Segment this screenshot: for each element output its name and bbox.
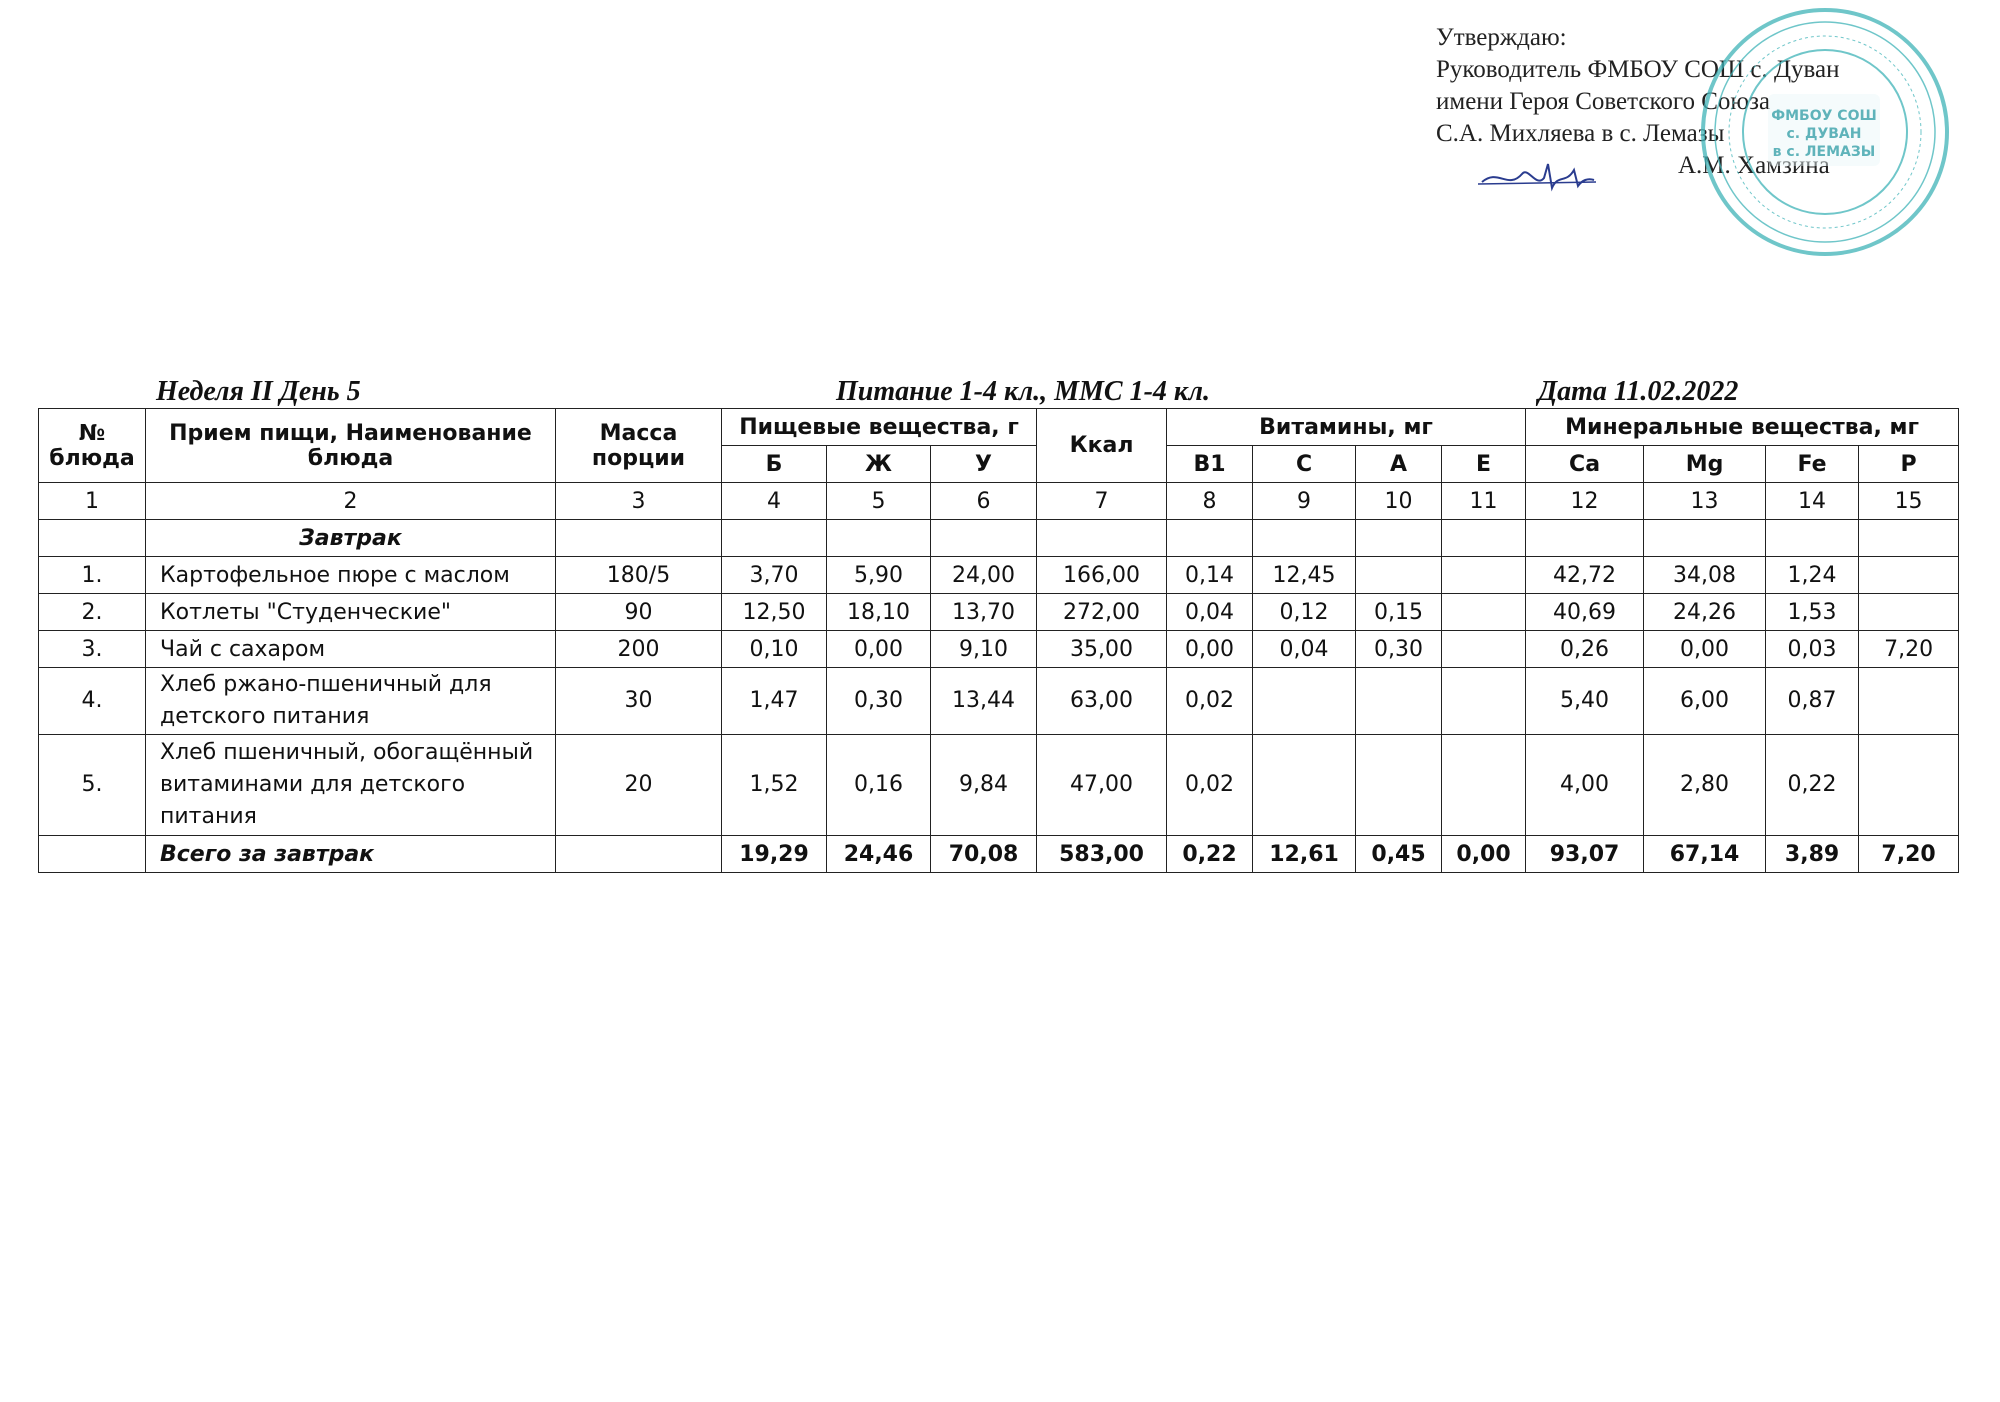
table-row bbox=[39, 594, 1959, 631]
vitamin-e bbox=[1442, 735, 1526, 836]
total-vitamin-c: 12,61 bbox=[1253, 836, 1356, 873]
total-row bbox=[39, 836, 1959, 873]
vitamin-c bbox=[1253, 668, 1356, 735]
phosphorus bbox=[1859, 557, 1959, 594]
document-header bbox=[0, 376, 2000, 410]
dish-name: Чай с сахаром bbox=[146, 631, 556, 668]
column-number: 5 bbox=[827, 483, 931, 520]
table-header-row bbox=[39, 409, 1959, 446]
column-number: 1 bbox=[39, 483, 146, 520]
col-header-zh: Ж bbox=[827, 446, 931, 483]
dish-name: Хлеб ржано-пшеничный для детского питания bbox=[146, 668, 556, 735]
table-row bbox=[39, 668, 1959, 735]
vitamin-e bbox=[1442, 631, 1526, 668]
menu-date: Дата 11.02.2022 bbox=[1538, 376, 1739, 407]
protein: 0,10 bbox=[722, 631, 827, 668]
calcium: 40,69 bbox=[1526, 594, 1644, 631]
phosphorus: 7,20 bbox=[1859, 631, 1959, 668]
column-numbers-row bbox=[39, 483, 1959, 520]
total-protein: 19,29 bbox=[722, 836, 827, 873]
fat: 0,16 bbox=[827, 735, 931, 836]
fat: 18,10 bbox=[827, 594, 931, 631]
col-header-ca: Ca bbox=[1526, 446, 1644, 483]
portion-mass: 90 bbox=[556, 594, 722, 631]
table-row bbox=[39, 631, 1959, 668]
vitamin-b1: 0,02 bbox=[1167, 668, 1253, 735]
carbs: 13,44 bbox=[931, 668, 1037, 735]
col-header-c: C bbox=[1253, 446, 1356, 483]
approval-title: Утверждаю: bbox=[1436, 24, 1567, 51]
col-header-a: A bbox=[1356, 446, 1442, 483]
portion-mass: 20 bbox=[556, 735, 722, 836]
fat: 0,30 bbox=[827, 668, 931, 735]
row-number: 5. bbox=[39, 735, 146, 836]
vitamin-a bbox=[1356, 735, 1442, 836]
menu-table bbox=[38, 408, 1959, 873]
protein: 1,47 bbox=[722, 668, 827, 735]
iron: 0,87 bbox=[1766, 668, 1859, 735]
magnesium: 6,00 bbox=[1644, 668, 1766, 735]
total-portion-mass bbox=[556, 836, 722, 873]
total-vitamin-a: 0,45 bbox=[1356, 836, 1442, 873]
carbs: 9,84 bbox=[931, 735, 1037, 836]
vitamin-b1: 0,00 bbox=[1167, 631, 1253, 668]
kcal: 272,00 bbox=[1037, 594, 1167, 631]
calcium: 42,72 bbox=[1526, 557, 1644, 594]
col-header-b: Б bbox=[722, 446, 827, 483]
vitamin-a bbox=[1356, 668, 1442, 735]
column-number: 14 bbox=[1766, 483, 1859, 520]
vitamin-c: 0,04 bbox=[1253, 631, 1356, 668]
vitamin-c bbox=[1253, 735, 1356, 836]
phosphorus bbox=[1859, 668, 1959, 735]
iron: 0,03 bbox=[1766, 631, 1859, 668]
dish-name: Картофельное пюре с маслом bbox=[146, 557, 556, 594]
total-vitamin-b1: 0,22 bbox=[1167, 836, 1253, 873]
magnesium: 0,00 bbox=[1644, 631, 1766, 668]
fat: 0,00 bbox=[827, 631, 931, 668]
calcium: 4,00 bbox=[1526, 735, 1644, 836]
approval-location: С.А. Михляева в с. Лемазы bbox=[1436, 120, 1725, 147]
phosphorus bbox=[1859, 735, 1959, 836]
iron: 0,22 bbox=[1766, 735, 1859, 836]
col-header-kcal: Ккал bbox=[1037, 409, 1167, 483]
total-phosphorus: 7,20 bbox=[1859, 836, 1959, 873]
total-carbs: 70,08 bbox=[931, 836, 1037, 873]
table-row bbox=[39, 557, 1959, 594]
col-header-b1: B1 bbox=[1167, 446, 1253, 483]
fat: 5,90 bbox=[827, 557, 931, 594]
carbs: 9,10 bbox=[931, 631, 1037, 668]
column-number: 11 bbox=[1442, 483, 1526, 520]
protein: 1,52 bbox=[722, 735, 827, 836]
calcium: 0,26 bbox=[1526, 631, 1644, 668]
approval-position: Руководитель ФМБОУ СОШ с. Дуван bbox=[1436, 56, 1840, 83]
week-day: Неделя II День 5 bbox=[156, 376, 361, 407]
column-number: 13 bbox=[1644, 483, 1766, 520]
vitamin-b1: 0,04 bbox=[1167, 594, 1253, 631]
approval-honor: имени Героя Советского Союза bbox=[1436, 88, 1771, 115]
magnesium: 24,26 bbox=[1644, 594, 1766, 631]
signature-icon bbox=[1478, 158, 1598, 198]
calcium: 5,40 bbox=[1526, 668, 1644, 735]
col-group-nutrients: Пищевые вещества, г bbox=[722, 409, 1037, 446]
vitamin-e bbox=[1442, 668, 1526, 735]
row-number: 1. bbox=[39, 557, 146, 594]
col-header-no: № блюда bbox=[39, 409, 146, 483]
column-number: 10 bbox=[1356, 483, 1442, 520]
protein: 3,70 bbox=[722, 557, 827, 594]
svg-text:в с. ЛЕМАЗЫ: в с. ЛЕМАЗЫ bbox=[1772, 144, 1876, 160]
vitamin-c: 0,12 bbox=[1253, 594, 1356, 631]
row-number: 4. bbox=[39, 668, 146, 735]
total-row-number bbox=[39, 836, 146, 873]
carbs: 13,70 bbox=[931, 594, 1037, 631]
magnesium: 2,80 bbox=[1644, 735, 1766, 836]
total-iron: 3,89 bbox=[1766, 836, 1859, 873]
approval-signer: А.М. Хамзина bbox=[1678, 152, 1830, 179]
kcal: 35,00 bbox=[1037, 631, 1167, 668]
col-header-fe: Fe bbox=[1766, 446, 1859, 483]
column-number: 8 bbox=[1167, 483, 1253, 520]
column-number: 2 bbox=[146, 483, 556, 520]
vitamin-b1: 0,02 bbox=[1167, 735, 1253, 836]
section-label: Завтрак bbox=[146, 520, 556, 557]
column-number: 4 bbox=[722, 483, 827, 520]
col-group-vitamins: Витамины, мг bbox=[1167, 409, 1526, 446]
nutrition-group: Питание 1-4 кл., ММС 1-4 кл. bbox=[836, 376, 1211, 407]
vitamin-a: 0,30 bbox=[1356, 631, 1442, 668]
col-header-mg: Mg bbox=[1644, 446, 1766, 483]
svg-text:ФМБОУ СОШ: ФМБОУ СОШ bbox=[1771, 108, 1877, 124]
vitamin-e bbox=[1442, 557, 1526, 594]
column-number: 7 bbox=[1037, 483, 1167, 520]
carbs: 24,00 bbox=[931, 557, 1037, 594]
vitamin-a: 0,15 bbox=[1356, 594, 1442, 631]
section-row bbox=[39, 520, 1959, 557]
table-row bbox=[39, 735, 1959, 836]
portion-mass: 200 bbox=[556, 631, 722, 668]
col-header-mass: Масса порции bbox=[556, 409, 722, 483]
protein: 12,50 bbox=[722, 594, 827, 631]
vitamin-a bbox=[1356, 557, 1442, 594]
col-header-u: У bbox=[931, 446, 1037, 483]
iron: 1,53 bbox=[1766, 594, 1859, 631]
row-number: 3. bbox=[39, 631, 146, 668]
svg-text:с. ДУВАН: с. ДУВАН bbox=[1786, 126, 1862, 142]
portion-mass: 180/5 bbox=[556, 557, 722, 594]
portion-mass: 30 bbox=[556, 668, 722, 735]
col-group-minerals: Минеральные вещества, мг bbox=[1526, 409, 1959, 446]
phosphorus bbox=[1859, 594, 1959, 631]
total-kcal: 583,00 bbox=[1037, 836, 1167, 873]
column-number: 6 bbox=[931, 483, 1037, 520]
column-number: 15 bbox=[1859, 483, 1959, 520]
kcal: 63,00 bbox=[1037, 668, 1167, 735]
total-calcium: 93,07 bbox=[1526, 836, 1644, 873]
vitamin-b1: 0,14 bbox=[1167, 557, 1253, 594]
stamp-icon bbox=[1690, 2, 1960, 272]
kcal: 47,00 bbox=[1037, 735, 1167, 836]
dish-name: Котлеты "Студенческие" bbox=[146, 594, 556, 631]
iron: 1,24 bbox=[1766, 557, 1859, 594]
col-header-name: Прием пищи, Наименование блюда bbox=[146, 409, 556, 483]
vitamin-e bbox=[1442, 594, 1526, 631]
total-fat: 24,46 bbox=[827, 836, 931, 873]
col-header-p: P bbox=[1859, 446, 1959, 483]
col-header-e: E bbox=[1442, 446, 1526, 483]
column-number: 9 bbox=[1253, 483, 1356, 520]
row-number: 2. bbox=[39, 594, 146, 631]
column-number: 3 bbox=[556, 483, 722, 520]
vitamin-c: 12,45 bbox=[1253, 557, 1356, 594]
kcal: 166,00 bbox=[1037, 557, 1167, 594]
dish-name: Хлеб пшеничный, обогащённый витаминами для детского питания bbox=[146, 735, 556, 836]
magnesium: 34,08 bbox=[1644, 557, 1766, 594]
column-number: 12 bbox=[1526, 483, 1644, 520]
total-magnesium: 67,14 bbox=[1644, 836, 1766, 873]
total-vitamin-e: 0,00 bbox=[1442, 836, 1526, 873]
total-dish-name: Всего за завтрак bbox=[146, 836, 556, 873]
